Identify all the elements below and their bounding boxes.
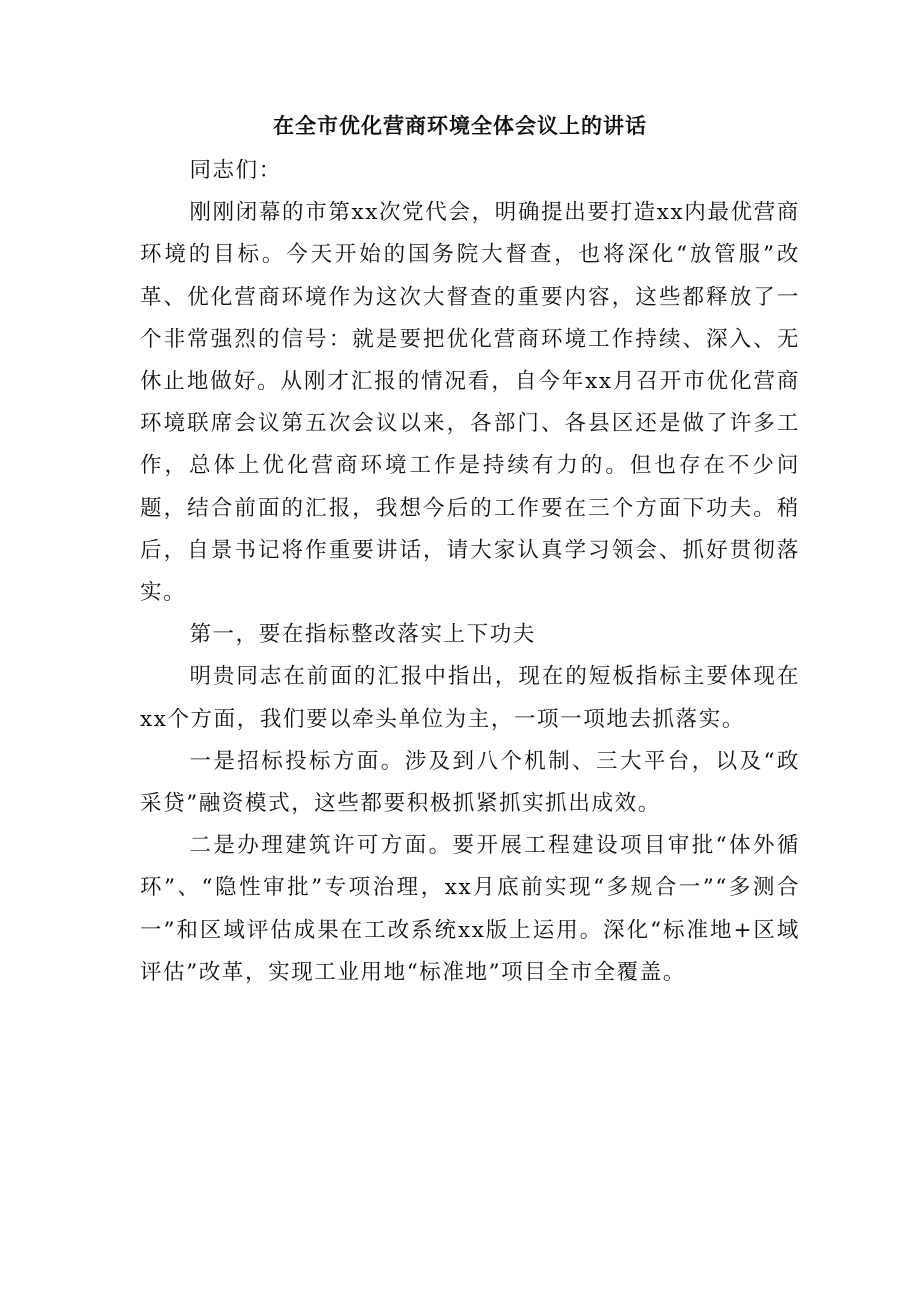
document-body [140,150,800,994]
section-heading-first: 第一，要在指标整改落实上下功夫 [189,622,536,648]
item-paragraph-construction-permit: 二是办理建筑许可方面。要开展工程建设项目审批“体外循环”、“隐性审批”专项治理，xx月底前实现“多规合一”“多测合一”和区域评估成果在工改系统xx版上运用。深化“标准地+区域评估”改革，实现工业用地“标准地”项目全市全覆盖。 [140,833,800,985]
intro-paragraph: 刚刚闭幕的市第xx次党代会，明确提出要打造xx内最优营商环境的目标。今天开始的国务院大督查，也将深化“放管服”改革、优化营商环境作为这次大督查的重要内容，这些都释放了一个非常强烈的信号：就是要把优化营商环境工作持续、深入、无休止地做好。从刚才汇报的情况看，自今年xx月召开市优化营商环境联席会议第五次会议以来，各部门、各县区还是做了许多工作，总体上优化营商环境工作是持续有力的。但也存在不少问题，结合前面的汇报，我想今后的工作要在三个方面下功夫。稍后，自景书记将作重要讲话，请大家认真学习领会、抓好贯彻落实。 [140,200,800,606]
document-title: 在全市优化营商环境全体会议上的讲话 [273,113,647,138]
item-paragraph-bidding: 一是招标投标方面。涉及到八个机制、三大平台，以及“政采贷”融资模式，这些都要积极抓紧抓实抓出成效。 [140,748,800,817]
section-paragraph: 明贵同志在前面的汇报中指出，现在的短板指标主要体现在xx个方面，我们要以牵头单位为主，一项一项地去抓落实。 [140,664,800,732]
greeting-paragraph: 同志们： [189,158,282,183]
